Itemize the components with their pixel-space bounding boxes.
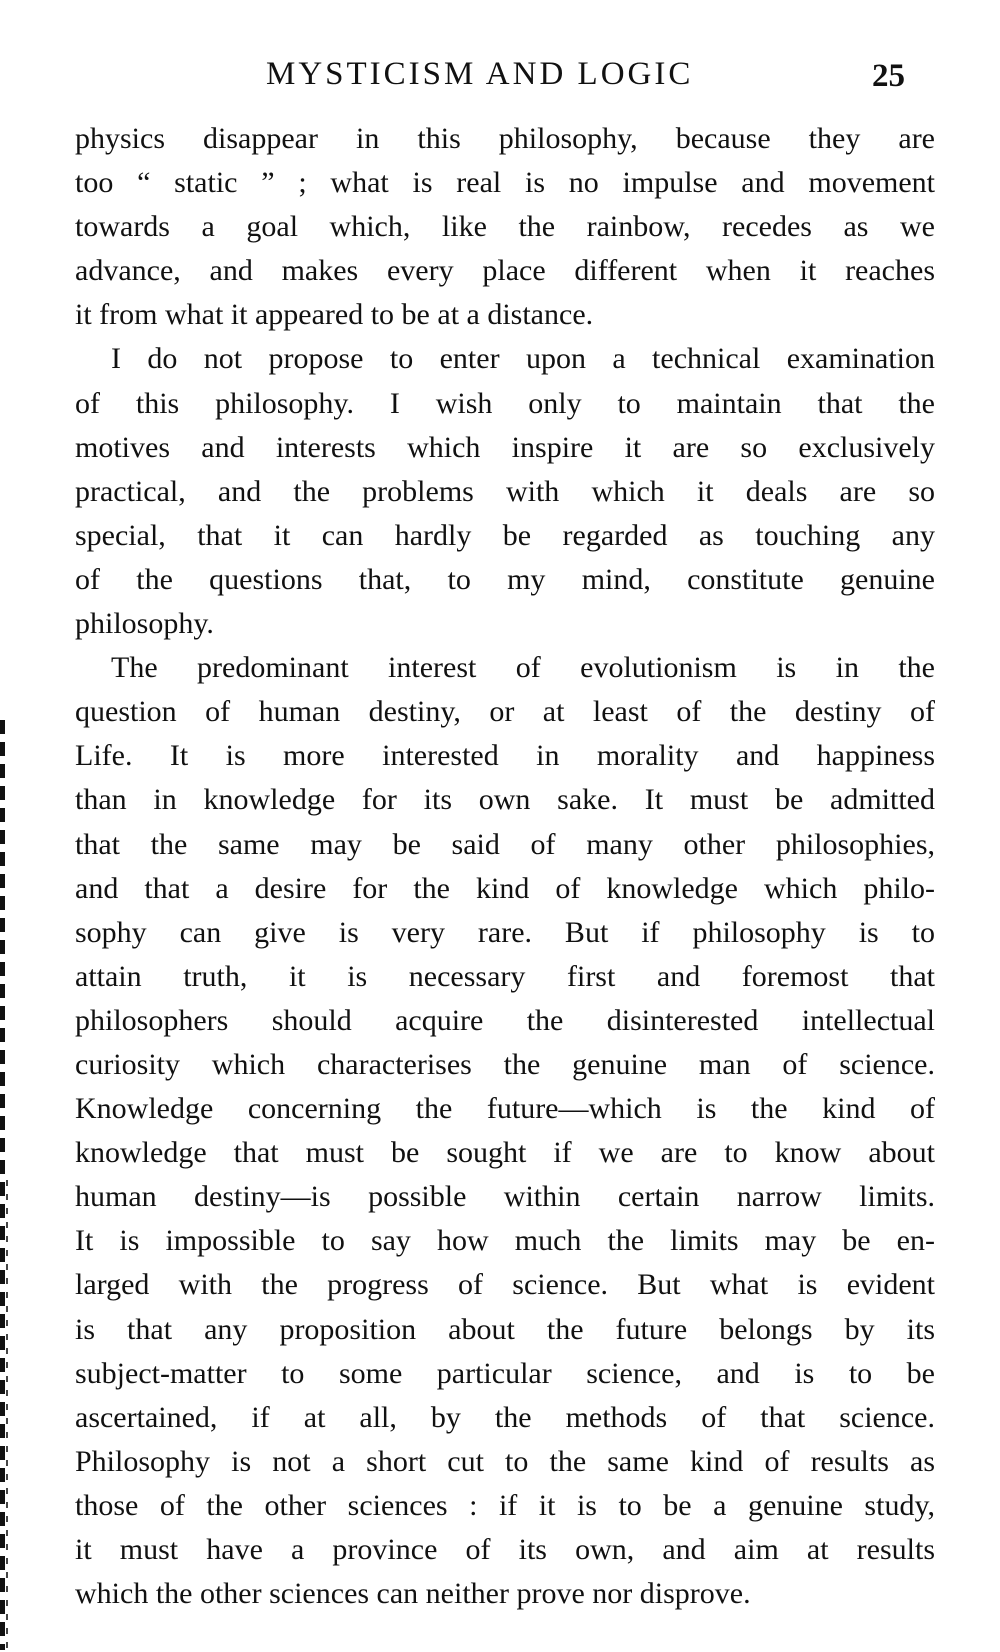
text-line: it must have a province of its own, and aim at results <box>75 1533 935 1566</box>
page-number: 25 <box>872 58 905 94</box>
text-line: of this philosophy. I wish only to maintain that the <box>75 386 935 420</box>
text-line: human destiny—is possible within certain narrow limits. <box>75 1180 935 1214</box>
text-line: I do not propose to enter upon a technical examination <box>111 342 935 376</box>
scan-edge-mark <box>6 1180 8 1650</box>
text-line: practical, and the problems with which it deals are so <box>75 474 935 508</box>
text-line: The predominant interest of evolutionism is in the <box>111 651 935 685</box>
text-line: than in knowledge for its own sake. It must be admitted <box>75 783 935 817</box>
scan-edge-mark <box>0 720 5 1650</box>
text-line: It is impossible to say how much the limits may be en- <box>75 1224 935 1258</box>
text-line: of the questions that, to my mind, constitute genuine <box>75 562 935 596</box>
text-line: question of human destiny, or at least of the destiny of <box>75 695 935 729</box>
text-line: Philosophy is not a short cut to the same kind of results as <box>75 1444 935 1478</box>
text-line: sophy can give is very rare. But if philosophy is to <box>75 915 935 949</box>
text-line: subject-matter to some particular science, and is to be <box>75 1356 935 1390</box>
text-line: advance, and makes every place different when it reaches <box>75 254 935 288</box>
text-line: larged with the progress of science. But what is evident <box>75 1268 935 1302</box>
text-line: motives and interests which inspire it are so exclusively <box>75 430 935 464</box>
running-title: MYSTICISM AND LOGIC <box>266 56 694 92</box>
text-line: too “ static ” ; what is real is no impulse and movement <box>75 166 935 200</box>
text-line: and that a desire for the kind of knowledge which philo- <box>75 871 935 905</box>
running-head <box>0 52 1000 102</box>
text-line: that the same may be said of many other philosophies, <box>75 827 935 861</box>
text-line: which the other sciences can neither prove nor disprove. <box>75 1577 751 1611</box>
text-line: Life. It is more interested in morality and happiness <box>75 739 935 773</box>
text-line: towards a goal which, like the rainbow, recedes as we <box>75 210 935 244</box>
text-line: curiosity which characterises the genuine man of science. <box>75 1047 935 1081</box>
text-line: special, that it can hardly be regarded as touching any <box>75 518 935 552</box>
text-line: physics disappear in this philosophy, because they are <box>75 122 935 155</box>
text-line: attain truth, it is necessary first and foremost that <box>75 959 935 993</box>
text-line: Knowledge concerning the future—which is the kind of <box>75 1092 935 1126</box>
text-line: is that any proposition about the future belongs by its <box>75 1312 935 1346</box>
text-line: it from what it appeared to be at a distance. <box>75 298 594 332</box>
text-line: ascertained, if at all, by the methods of that science. <box>75 1400 935 1434</box>
text-line: knowledge that must be sought if we are to know about <box>75 1136 935 1170</box>
text-line: those of the other sciences : if it is to be a genuine study, <box>75 1488 935 1522</box>
text-line: philosophy. <box>75 607 214 641</box>
body-text <box>75 117 935 1616</box>
text-line: philosophers should acquire the disinterested intellectual <box>75 1003 935 1037</box>
